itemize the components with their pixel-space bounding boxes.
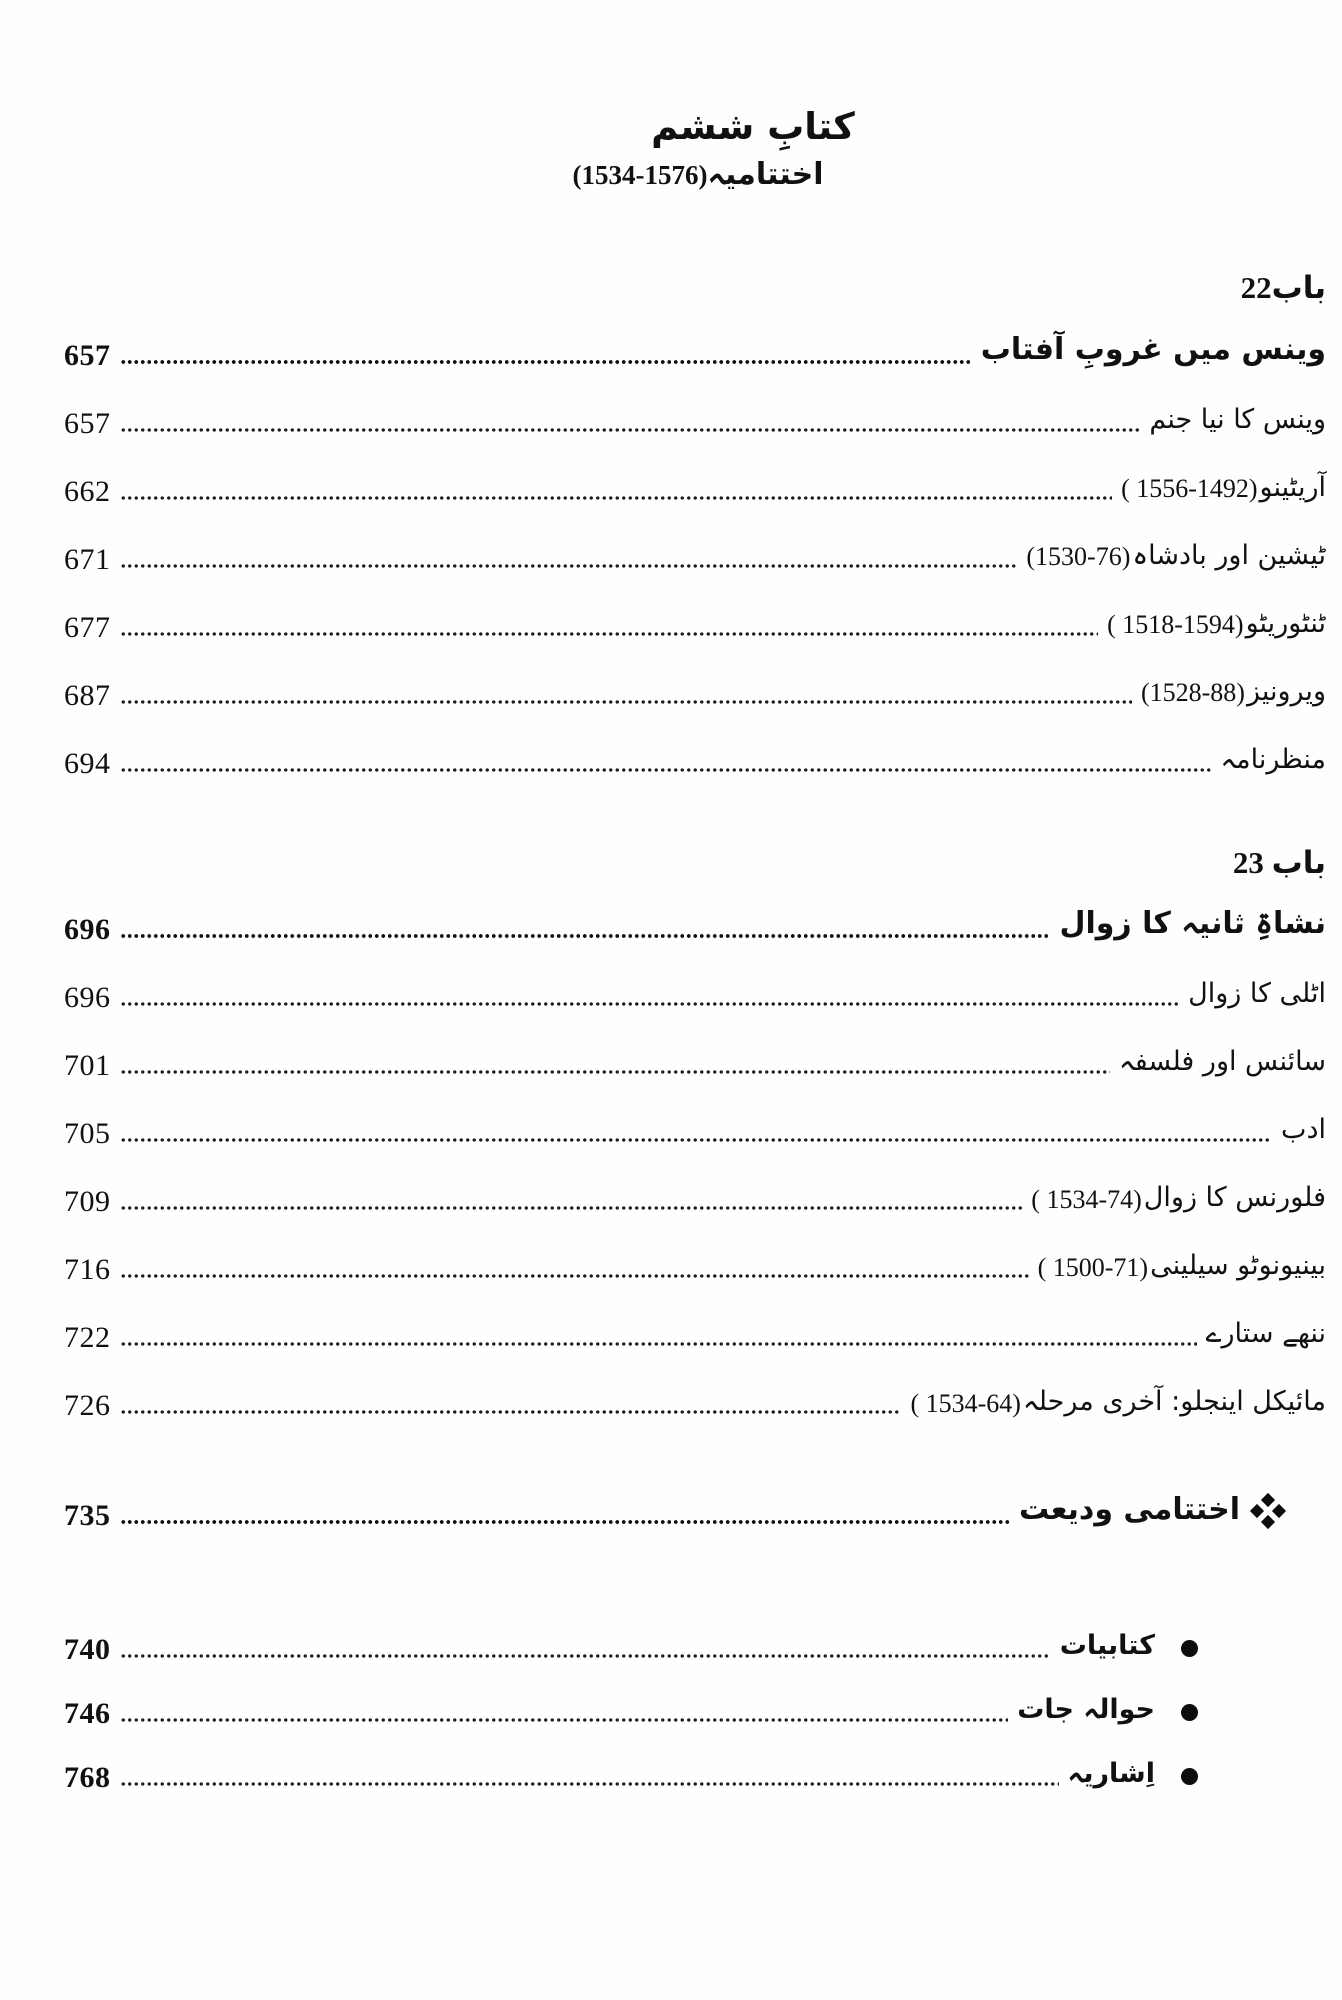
toc-row <box>0 1375 1342 1421</box>
entry-page-number: 722 <box>64 1320 111 1354</box>
entry-page-number: 662 <box>64 474 111 508</box>
entry-page-number: 671 <box>64 542 111 576</box>
toc-row <box>0 1103 1342 1149</box>
entry-page-number: 705 <box>64 1116 111 1150</box>
entry-years: (1530-76) <box>1026 542 1131 572</box>
entry-title: فلورنس کا زوال <box>1143 1182 1326 1214</box>
entry-page-number: 694 <box>64 746 111 780</box>
bullet-dot-icon <box>1181 1640 1198 1657</box>
bullet-dot-icon <box>1181 1704 1198 1721</box>
dotted-leader <box>120 934 1051 938</box>
entry-title: ٹیشین اور بادشاہ <box>1132 540 1326 572</box>
entry-page-number: 709 <box>64 1184 111 1218</box>
back-matter-row <box>0 1683 1342 1729</box>
dotted-leader <box>120 428 1141 432</box>
dotted-leader <box>120 632 1099 636</box>
dotted-leader <box>120 1070 1110 1074</box>
dotted-leader <box>120 1342 1197 1346</box>
entry-page-number: 657 <box>64 406 111 440</box>
chapter-23-heading: باب 23 <box>1232 844 1326 880</box>
chapter-22-heading: باب22 <box>1240 270 1326 306</box>
entry-page-number: 726 <box>64 1388 111 1422</box>
toc-row <box>0 1239 1342 1285</box>
entry-page-number: 696 <box>64 912 111 946</box>
entry-title: سائنس اور فلسفہ <box>1118 1046 1326 1078</box>
subtitle-text: اختتامیہ <box>707 157 824 193</box>
dotted-leader <box>120 496 1113 500</box>
dotted-leader <box>120 768 1212 772</box>
entry-title: اٹلی کا زوال <box>1188 978 1326 1010</box>
entry-page-number: 746 <box>64 1696 111 1730</box>
entry-page-number: 716 <box>64 1252 111 1286</box>
entry-title: ٹنٹوریٹو <box>1245 608 1326 640</box>
entry-title: وینس کا نیا جنم <box>1149 404 1326 436</box>
book-subtitle <box>27 155 1342 194</box>
book-title: کتابِ ششم <box>651 105 855 148</box>
entry-page-number: 677 <box>64 610 111 644</box>
toc-row <box>0 461 1342 507</box>
toc-row <box>0 597 1342 643</box>
toc-row <box>0 529 1342 575</box>
toc-row <box>0 393 1342 439</box>
entry-years: ( 1534-64) <box>910 1388 1021 1418</box>
entry-title: اختتامی ودیعت <box>1018 1492 1240 1528</box>
entry-title: حوالہ جات <box>1017 1694 1155 1726</box>
entry-page-number: 735 <box>64 1498 111 1532</box>
chapter-23-entries <box>0 899 1342 1421</box>
entry-years: ( 1556-1492) <box>1121 474 1258 504</box>
toc-row <box>0 1171 1342 1217</box>
entry-title: بینیونوٹو سیلینی <box>1150 1250 1326 1282</box>
entry-title: کتابیات <box>1059 1630 1155 1662</box>
entry-title: مائیکل اینجلو: آخری مرحلہ <box>1022 1386 1326 1418</box>
dotted-leader <box>120 700 1132 704</box>
entry-title: منظرنامہ <box>1220 744 1326 776</box>
entry-page-number: 768 <box>64 1760 111 1794</box>
chapter-22-entries <box>0 325 1342 779</box>
toc-row <box>0 1307 1342 1353</box>
toc-row <box>0 967 1342 1013</box>
toc-row <box>0 1035 1342 1081</box>
four-diamond-ornament-icon <box>1252 1495 1284 1527</box>
dotted-leader <box>120 1206 1023 1210</box>
entry-page-number: 701 <box>64 1048 111 1082</box>
entry-title: ننھے ستارے <box>1205 1318 1326 1350</box>
back-matter-section <box>0 1619 1342 1793</box>
page-header <box>0 0 1342 194</box>
entry-page-number: 740 <box>64 1632 111 1666</box>
dotted-leader <box>120 1410 902 1414</box>
dotted-leader <box>120 360 972 364</box>
toc-row <box>0 665 1342 711</box>
dotted-leader <box>120 1654 1051 1658</box>
dotted-leader <box>120 564 1018 568</box>
closing-bequest-row <box>0 1481 1342 1531</box>
entry-page-number: 696 <box>64 980 111 1014</box>
entry-title: وینس میں غروبِ آفتاب <box>980 332 1326 368</box>
back-matter-row <box>0 1619 1342 1665</box>
entry-page-number: 657 <box>64 338 111 372</box>
entry-title: آریٹینو <box>1259 472 1326 504</box>
entry-title: نشاۃِ ثانیہ کا زوال <box>1059 906 1326 942</box>
entry-page-number: 687 <box>64 678 111 712</box>
dotted-leader <box>120 1782 1059 1786</box>
toc-row <box>0 733 1342 779</box>
entry-years: ( 1534-74) <box>1031 1184 1142 1214</box>
dotted-leader <box>120 1718 1009 1722</box>
bullet-dot-icon <box>1181 1768 1198 1785</box>
toc-row <box>0 899 1342 945</box>
entry-title: ویرونیز <box>1246 676 1326 708</box>
entry-title: ادب <box>1281 1114 1326 1146</box>
entry-years: ( 1500-71) <box>1037 1252 1149 1282</box>
dotted-leader <box>120 1520 1010 1524</box>
subtitle-years: (1534-1576) <box>572 160 708 191</box>
dotted-leader <box>120 1274 1029 1278</box>
dotted-leader <box>120 1002 1180 1006</box>
entry-years: (1528-88) <box>1140 678 1245 708</box>
entry-years: ( 1518-1594) <box>1107 610 1244 640</box>
dotted-leader <box>120 1138 1273 1142</box>
back-matter-row <box>0 1747 1342 1793</box>
toc-row <box>0 325 1342 371</box>
entry-title: اِشاریہ <box>1067 1758 1155 1790</box>
